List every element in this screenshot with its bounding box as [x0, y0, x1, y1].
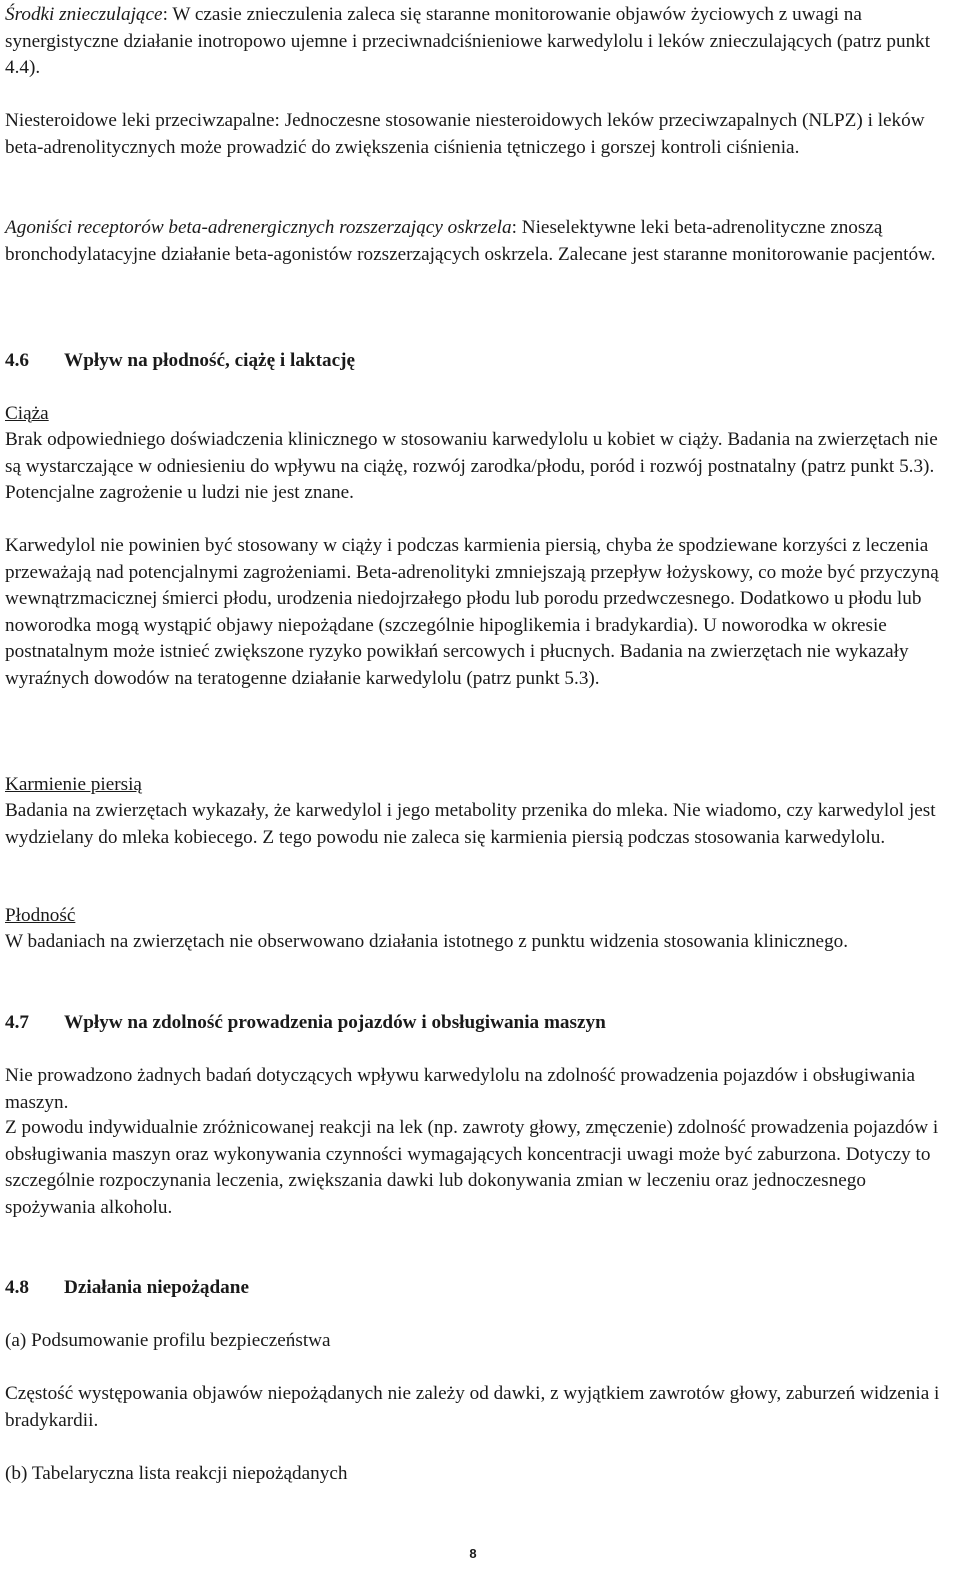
paragraph-pregnancy-1: Brak odpowiedniego doświadczenia klinicznego w stosowaniu karwedylolu u kobiet w ciąży. Badania na zwierzętach nie są wystarczające w odniesieniu do wpływu na ciążę, rozwój zarodka/płodu, poród i rozwój postnatalny (patrz punkt 5.3). Potencjalne zagrożenie u ludzi nie jest znane. — [5, 429, 938, 504]
paragraph-driving-2: Z powodu indywidualnie zróżnicowanej reakcji na lek (np. zawroty głowy, zmęczenie) zdolność prowadzenia pojazdów i obsługiwania maszyn oraz wykonywania czynności wymagających koncentracji uwagi może być zaburzona. Dotyczy to szczególnie rozpoczynania leczenia, zwiększania dawki lub dokonywania zmian w leczeniu oraz jednoczesnego spożywania alkoholu. — [5, 1117, 939, 1218]
section-number: 4.6 — [5, 350, 29, 371]
section-number: 4.7 — [5, 1012, 29, 1033]
label-separator: : — [162, 4, 173, 25]
section-title: Wpływ na zdolność prowadzenia pojazdów i obsługiwania maszyn — [64, 1012, 606, 1033]
beta-agonists-label: Agoniści receptorów beta-adrenergicznych rozszerzający oskrzela — [5, 217, 512, 238]
paragraph-adverse-frequency: Częstość występowania objawów niepożądanych nie zależy od dawki, z wyjątkiem zawrotów głowy, zaburzeń widzenia i bradykardii. — [5, 1383, 940, 1431]
subheading-adverse-table: (b) Tabelaryczna lista reakcji niepożądanych — [5, 1463, 348, 1484]
anesthetics-text: W czasie znieczulenia zaleca się staranne monitorowanie objawów życiowych z uwagi na synergistyczne działanie inotropowo ujemne i przeciwnadciśnieniowe karwedylolu i leków znieczulających (patrz punkt 4.4). — [5, 4, 931, 79]
section-title: Wpływ na płodność, ciążę i laktację — [64, 350, 356, 371]
subheading-fertility: Płodność — [5, 905, 76, 926]
paragraph-breastfeeding: Badania na zwierzętach wykazały, że karwedylol i jego metabolity przenika do mleka. Nie wiadomo, czy karwedylol jest wydzielany do mleka kobiecego. Z tego powodu nie zaleca się karmienia piersią podczas stosowania karwedylolu. — [5, 800, 936, 848]
section-title: Działania niepożądane — [64, 1277, 249, 1298]
paragraph-pregnancy-2: Karwedylol nie powinien być stosowany w ciąży i podczas karmienia piersią, chyba że spodziewane korzyści z leczenia przeważają nad potencjalnymi zagrożeniami. Beta-adrenolityki zmniejszają przepływ łożyskowy, co może być przyczyną wewnątrzmacicznej śmierci płodu, urodzenia niedojrzałego płodu lub porodu przedwczesnego. Dodatkowo u płodu lub noworodka mogą wystąpić objawy niepożądane (szczególnie hipoglikemia i bradykardia). U noworodka w okresie postnatalnym może istnieć zwiększone ryzyko powikłań sercowych i płucnych. Badania na zwierzętach nie wykazały wyraźnych dowodów na teratogenne działanie karwedylolu (patrz punkt 5.3). — [5, 535, 939, 689]
beta-agonists-text: Nieselektywne leki beta-adrenolityczne znoszą bronchodylatacyjne działanie beta-agonistów rozszerzających oskrzela. Zalecane jest staranne monitorowanie pacjentów. — [5, 217, 936, 265]
label-separator: : — [511, 217, 522, 238]
subheading-breastfeeding: Karmienie piersią — [5, 774, 142, 795]
paragraph-fertility: W badaniach na zwierzętach nie obserwowano działania istotnego z punktu widzenia stosowania klinicznego. — [5, 931, 849, 952]
subheading-pregnancy: Ciąża — [5, 403, 49, 424]
section-number: 4.8 — [5, 1277, 29, 1298]
subheading-safety-summary: (a) Podsumowanie profilu bezpieczeństwa — [5, 1330, 331, 1351]
heading-4-7 — [5, 1010, 945, 1037]
heading-4-6 — [5, 348, 945, 375]
heading-4-8 — [5, 1275, 945, 1302]
paragraph-beta-agonists — [5, 215, 945, 268]
anesthetics-label: Środki znieczulające — [5, 4, 163, 25]
paragraph-nsaids: Niesteroidowe leki przeciwzapalne: Jednoczesne stosowanie niesteroidowych leków przeciwzapalnych (NLPZ) i leków beta-adrenolitycznych może prowadzić do zwiększenia ciśnienia tętniczego i gorszej kontroli ciśnienia. — [5, 110, 925, 158]
paragraph-driving-1: Nie prowadzono żadnych badań dotyczących wpływu karwedylolu na zdolność prowadzenia pojazdów i obsługiwania maszyn. — [5, 1065, 916, 1113]
page-number: 8 — [469, 1546, 477, 1561]
paragraph-anesthetics — [5, 2, 945, 82]
